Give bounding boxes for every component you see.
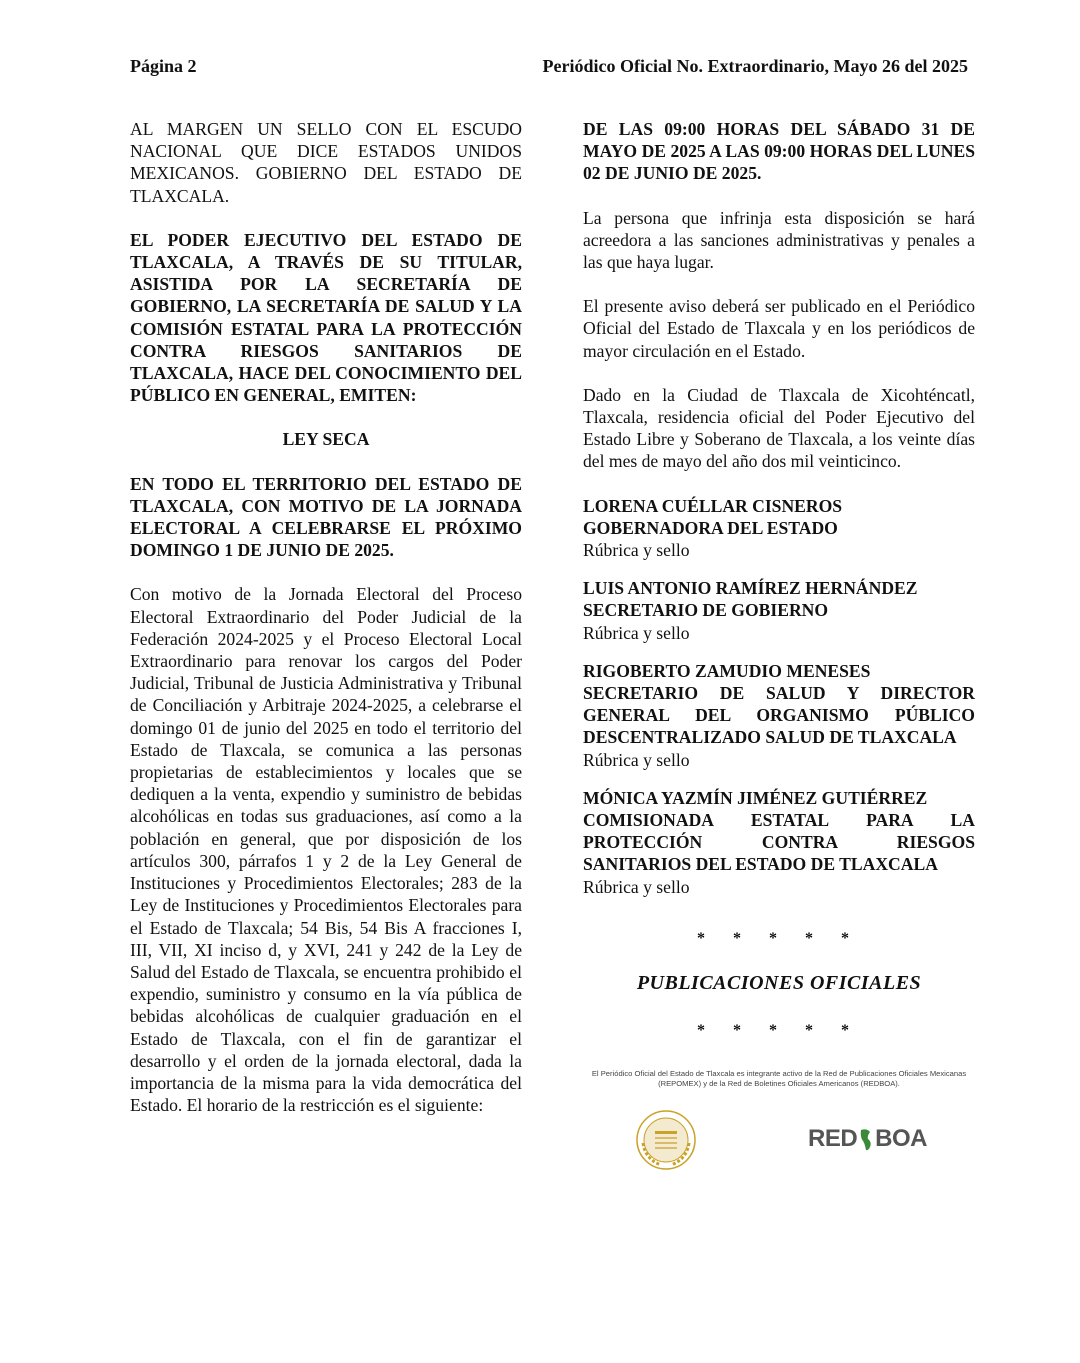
scope-paragraph: EN TODO EL TERRITORIO DEL ESTADO DE TLAXCALA, CON MOTIVO DE LA JORNADA ELECTORAL A CELEBRARSE EL PRÓXIMO DOMINGO 1 DE JUNIO DE 2025. — [130, 473, 522, 561]
intro-paragraph: EL PODER EJECUTIVO DEL ESTADO DE TLAXCALA, A TRAVÉS DE SU TITULAR, ASISTIDA POR LA SECRETARÍA DE GOBIERNO, LA SECRETARÍA DE SALUD Y LA COMISIÓN ESTATAL PARA LA PROTECCIÓN CONTRA RIESGOS SANITARIOS DE TLAXCALA, HACE DEL CONOCIMIENTO DEL PÚBLICO EN GENERAL, EMITEN: — [130, 229, 522, 406]
left-column — [130, 118, 522, 1138]
logos-row — [583, 1109, 975, 1171]
redboa-logo-text: RED — [807, 1125, 858, 1153]
signatory-block — [583, 787, 975, 898]
publication-title: Periódico Oficial No. Extraordinario, Mayo 26 del 2025 — [542, 56, 968, 76]
body-paragraph: Con motivo de la Jornada Electoral del Proceso Electoral Extraordinario del Poder Judicial de la Federación 2024-2025 y el Proceso Electoral Local Extraordinario para renovar los cargos del Poder Judicial, Tribunal de Justicia Administrativa y Tribunal de Conciliación y Arbitraje 2024-2025, a celebrarse el domingo 01 de junio del 2025 en todo el territorio del Estado de Tlaxcala, se comunica a las personas propietarias de establecimientos y locales que se dediquen a la venta, expendio y suministro de bebidas alcohólicas en todas sus graduaciones, así como a la población en general, que por disposición de los artículos 300, párrafos 1 y 2 de la Ley General de Instituciones y Procedimientos Electorales; 283 de la Ley de Instituciones y Procedimientos Electorales para el Estado de Tlaxcala; 54 Bis, 54 Bis A fracciones I, III, VII, XI inciso d, y XVI, 241 y 242 de la Ley de Salud del Estado de Tlaxcala, se encuentra prohibido el expendio, suministro y consumo en la vía pública de bebidas alcohólicas de cualquier graduación en el Estado de Tlaxcala, con el fin de garantizar el desarrollo y el orden de la jornada electoral, dada la importancia de la misma para la vida democrática del Estado. El horario de la restricción es el siguiente: — [130, 584, 522, 1116]
signatory-role: SECRETARIO DE SALUD Y DIRECTOR GENERAL DEL ORGANISMO PÚBLICO DESCENTRALIZADO SALUD DE TLAXCALA — [583, 683, 975, 748]
america-map-icon — [858, 1128, 874, 1152]
signatory-role: COMISIONADA ESTATAL PARA LA PROTECCIÓN CONTRA RIESGOS SANITARIOS DEL ESTADO DE TLAXCALA — [583, 810, 975, 875]
signatory-signature: Rúbrica y sello — [583, 876, 690, 897]
page-header — [130, 56, 968, 77]
signatory-block — [583, 660, 975, 771]
signatory-role: GOBERNADORA DEL ESTADO — [583, 517, 838, 538]
signatory-block — [583, 577, 975, 644]
repomex-seal-logo — [635, 1109, 697, 1171]
redboa-logo-text: BOA — [875, 1125, 927, 1153]
network-footnote: El Periódico Oficial del Estado de Tlaxcala es integrante activo de la Red de Publicaciones Oficiales Mexicanas (REPOMEX) y de la Red de Boletines Oficiales Americanos (REDBOA). — [591, 1068, 967, 1088]
right-column — [583, 118, 975, 1171]
signatory-signature: Rúbrica y sello — [583, 622, 690, 643]
redboa-logo — [807, 1125, 927, 1153]
signatory-signature: Rúbrica y sello — [583, 540, 690, 561]
page-number: Página 2 — [130, 56, 197, 76]
signatory-block — [583, 495, 975, 562]
given-paragraph: Dado en la Ciudad de Tlaxcala de Xicohténcatl, Tlaxcala, residencia oficial del Poder Ejecutivo del Estado Libre y Soberano de Tlaxcala, a los veinte días del mes de mayo del año dos mil veinticinco. — [583, 384, 975, 472]
sanctions-paragraph: La persona que infrinja esta disposición se hará acreedora a las sanciones administrativas y penales a las que haya lugar. — [583, 207, 975, 273]
separator-stars: * * * * * — [697, 929, 861, 947]
margin-note: AL MARGEN UN SELLO CON EL ESCUDO NACIONAL QUE DICE ESTADOS UNIDOS MEXICANOS. GOBIERNO DEL ESTADO DE TLAXCALA. — [130, 119, 522, 206]
decree-title: LEY SECA — [282, 429, 370, 450]
publication-notice: El presente aviso deberá ser publicado en el Periódico Oficial del Estado de Tlaxcala y en los periódicos de mayor circulación en el Estado. — [583, 296, 975, 361]
signatory-signature: Rúbrica y sello — [583, 749, 690, 770]
signatory-role: SECRETARIO DE GOBIERNO — [583, 600, 829, 621]
signatory-name: MÓNICA YAZMÍN JIMÉNEZ GUTIÉRREZ — [583, 787, 928, 808]
separator-stars: * * * * * — [697, 1022, 861, 1040]
schedule-paragraph: DE LAS 09:00 HORAS DEL SÁBADO 31 DE MAYO DE 2025 A LAS 09:00 HORAS DEL LUNES 02 DE JUNIO DE 2025. — [583, 119, 975, 184]
signatory-name: LORENA CUÉLLAR CISNEROS — [583, 495, 843, 516]
signatory-name: LUIS ANTONIO RAMÍREZ HERNÁNDEZ — [583, 578, 918, 599]
section-title: PUBLICACIONES OFICIALES — [636, 972, 922, 995]
signatory-name: RIGOBERTO ZAMUDIO MENESES — [583, 660, 871, 681]
